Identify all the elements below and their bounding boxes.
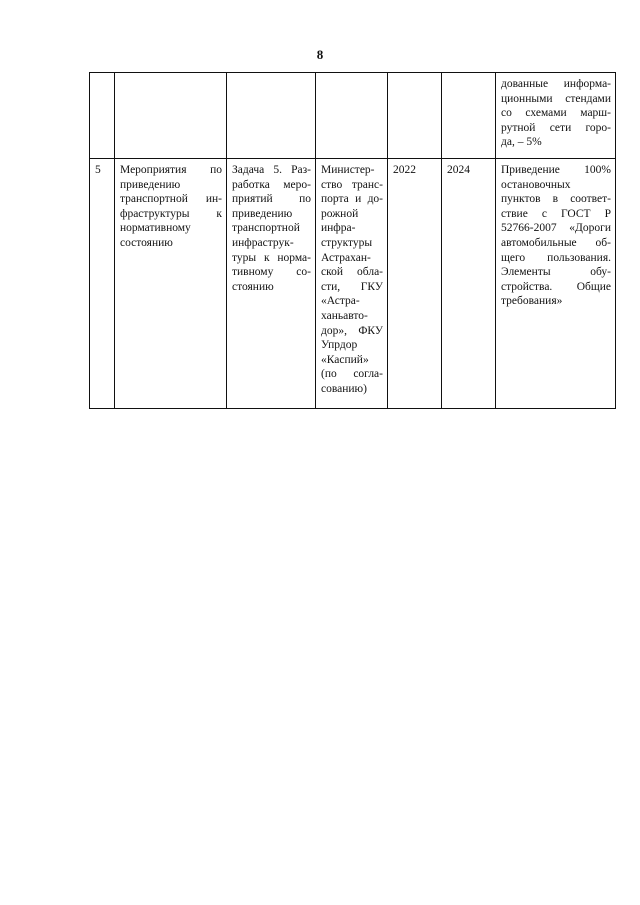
text-line: инфра- [321,222,356,235]
text-line: состоянию [120,236,173,249]
cell-row-number: 5 [90,159,115,409]
text-line: стоянию [232,280,274,293]
text-line: ствие с ГОСТ Р [501,207,611,220]
text-line: инфраструк- [232,236,294,249]
text-line: нормативному [120,222,191,235]
table-row-5 [90,159,616,409]
text-line: 52766-2007 «Дороги [501,222,611,235]
cell-start-year: 2022 [388,159,442,409]
text-line: дор», ФКУ [321,324,383,337]
text-line: (по согла- [321,368,383,381]
cell-end-empty [442,73,496,159]
text-line: Приведение 100% [501,164,611,176]
text-line: пунктов в соответ- [501,193,611,206]
page-number: 8 [316,47,324,62]
text-line: остановочных [501,178,571,191]
text-line: Мероприятия по [120,164,222,176]
text-line: сти, ГКУ [321,280,383,293]
text-line: ство транс- [321,178,383,191]
text-line: сованию) [321,382,367,395]
text-line: приведению [120,178,181,191]
text-line: фраструктуры к [120,207,222,220]
cell-result-continuation [496,73,616,159]
measures-table [89,72,616,409]
text-line: транспортной ин- [120,193,222,206]
cell-executor [316,159,388,409]
text-line: требования» [501,295,563,308]
text-line: «Каспий» [321,353,369,366]
text-line: Упрдор [321,339,358,352]
text-line: Задача 5. Раз- [232,164,311,176]
text-line: ционными стендами [501,92,611,105]
cell-result [496,159,616,409]
text-line: автомобильные об- [501,236,611,249]
cell-end-year: 2024 [442,159,496,409]
cell-start-empty [388,73,442,159]
text-line: Астрахан- [321,251,371,264]
text-line: рожной [321,207,359,220]
cell-task-empty [227,73,316,159]
cell-measure [115,159,227,409]
text-line: рутной сети горо- [501,121,611,134]
text-line: со схемами марш- [501,107,611,120]
text-line: туры к норма- [232,251,311,264]
text-line: ской обла- [321,266,383,279]
text-line: транспортной [232,222,300,235]
text-line: да, – 5% [501,136,542,149]
text-line: приведению [232,207,293,220]
cell-task [227,159,316,409]
text-line: ханьавто- [321,309,368,322]
text-line: работка меро- [232,178,311,191]
text-line: щего пользования. [501,251,611,264]
text-line: тивному со- [232,266,311,279]
text-line: Элементы обу- [501,266,611,279]
text-line: дованные информа- [501,78,611,90]
cell-num-empty [90,73,115,159]
text-line: Министер- [321,164,375,176]
text-line: структуры [321,236,373,249]
text-line: стройства. Общие [501,280,611,293]
text-line: приятий по [232,193,311,206]
cell-measure-empty [115,73,227,159]
text-line: «Астра- [321,295,360,308]
table-row-continuation [90,73,616,159]
text-line: порта и до- [321,193,383,206]
cell-executor-empty [316,73,388,159]
